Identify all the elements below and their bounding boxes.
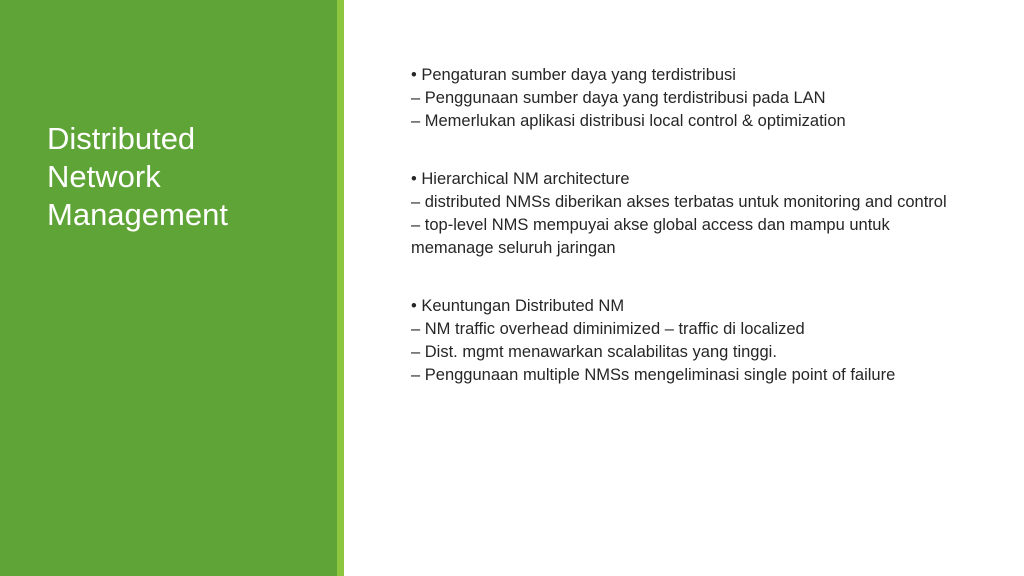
bullet-block-hierarchical-architecture [411,168,961,260]
sub-point: – Penggunaan multiple NMSs mengeliminasi single point of failure [411,366,896,384]
sub-point: – top-level NMS mempuyai akse global access dan mampu untuk memanage seluruh jaringan [411,216,890,257]
slide-title [47,120,327,234]
sub-point: – distributed NMSs diberikan akses terbatas untuk monitoring and control [411,193,947,211]
bullet-block-distributed-resources [411,64,961,133]
title-line: Network [47,159,161,194]
title-panel [0,0,337,576]
sub-point: – Memerlukan aplikasi distribusi local control & optimization [411,112,846,130]
sub-point: – Dist. mgmt menawarkan scalabilitas yang tinggi. [411,343,777,361]
bullet-heading: • Pengaturan sumber daya yang terdistribusi [411,66,736,84]
sub-point: – NM traffic overhead diminimized – traffic di localized [411,320,805,338]
title-line: Distributed [47,121,196,156]
bullet-heading: • Keuntungan Distributed NM [411,297,625,315]
bullet-heading: • Hierarchical NM architecture [411,170,630,188]
sub-point: – Penggunaan sumber daya yang terdistribusi pada LAN [411,89,826,107]
title-line: Management [47,197,228,232]
slide-content [411,64,961,422]
accent-strip [337,0,344,576]
bullet-block-advantages [411,295,961,387]
